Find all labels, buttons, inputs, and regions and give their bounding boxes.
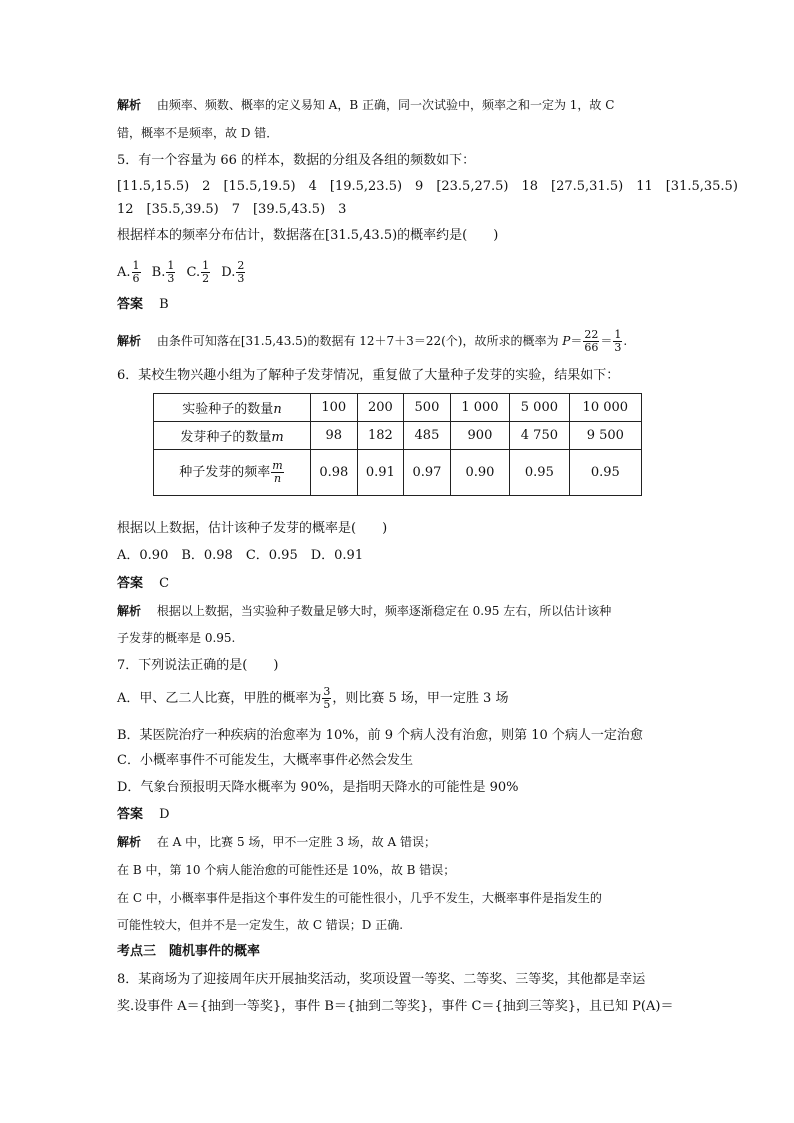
fraction: $\frac{1}{2}$ xyxy=(202,259,210,285)
q5-option-b: B. $\frac{1}{3}$ xyxy=(151,259,175,285)
answer-value: C xyxy=(159,576,170,591)
solution-label: 解析 xyxy=(117,334,142,348)
table-row xyxy=(154,394,642,422)
row-header-frequency: 种子发芽的频率 $\frac{m}{n}$ xyxy=(154,450,311,496)
q5-answer xyxy=(117,296,169,314)
q7-solution-line4: 可能性较大，但并不是一定发生，故 C 错误；D 正确. xyxy=(117,918,404,932)
q6-options: A．0.90 B．0.98 C．0.95 D．0.91 xyxy=(117,548,364,563)
q6-stem: 6．某校生物兴趣小组为了解种子发芽情况，重复做了大量种子发芽的实验，结果如下： xyxy=(117,368,620,383)
q7-solution-line2: 在 B 中，第 10 个病人能治愈的可能性还是 10%，故 B 错误； xyxy=(117,863,456,877)
q5-option-a: A. $\frac{1}{6}$ xyxy=(117,259,140,285)
table-cell: 900 xyxy=(450,422,509,450)
q4-solution-line1 xyxy=(117,96,614,114)
q5-option-d: D. $\frac{2}{3}$ xyxy=(221,259,245,285)
q6-solution-line1 xyxy=(117,602,611,620)
q7-option-d: D．气象台预报明天降水概率为 90%，是指明天降水的可能性是 90% xyxy=(117,780,519,795)
table-row xyxy=(154,422,642,450)
q7-option-c: C．小概率事件不可能发生，大概率事件必然会发生 xyxy=(117,753,413,768)
answer-value: B xyxy=(159,297,169,312)
q7-solution-text: 在 A 中，比赛 5 场，甲不一定胜 3 场，故 A 错误； xyxy=(156,835,436,849)
table-cell: 485 xyxy=(404,422,451,450)
q5-data-line1: [11.5,15.5) 2 [15.5,19.5) 4 [19.5,23.5) 9 [23.5,27.5) 18 [27.5,31.5) 11 [31.5,35.5) xyxy=(117,179,738,194)
table-cell: 10 000 xyxy=(569,394,641,422)
q5-data-line2: 12 [35.5,39.5) 7 [39.5,43.5) 3 xyxy=(117,202,347,217)
q6-answer xyxy=(117,575,169,593)
q8-line1: 8．某商场为了迎接周年庆开展抽奖活动，奖项设置一等奖、二等奖、三等奖，其他都是幸运 xyxy=(117,972,646,987)
q6-ask: 根据以上数据，估计该种子发芽的概率是( ) xyxy=(117,521,388,536)
fraction: $\frac{2}{3}$ xyxy=(237,259,245,285)
table-cell: 1 000 xyxy=(450,394,509,422)
table-cell: 100 xyxy=(311,394,358,422)
fraction: $\frac{22}{66}$ xyxy=(584,328,599,354)
solution-label: 解析 xyxy=(117,835,142,849)
table-cell: 0.95 xyxy=(569,450,641,496)
fraction: $\frac{1}{3}$ xyxy=(167,259,175,285)
q5-options xyxy=(117,258,246,288)
fraction: $\frac{3}{5}$ xyxy=(323,685,331,711)
q7-option-a: A．甲、乙二人比赛，甲胜的概率为 $\frac{3}{5}$ ，则比赛 5 场，甲一定胜 3 场 xyxy=(117,685,509,711)
row-header-seed-count: 实验种子的数量n xyxy=(154,394,311,422)
solution-label: 解析 xyxy=(117,604,142,618)
q5-solution-text: 由条件可知落在[31.5,43.5)的数据有 12＋7＋3＝22(个)，故所求的概率为 xyxy=(156,334,559,348)
table-cell: 0.95 xyxy=(510,450,569,496)
table-cell: 0.98 xyxy=(311,450,358,496)
q6-solution-text: 根据以上数据，当实验种子数量足够大时，频率逐渐稳定在 0.95 左右，所以估计该种 xyxy=(156,604,612,618)
table-cell: 500 xyxy=(404,394,451,422)
table-cell: 0.91 xyxy=(357,450,404,496)
q5-solution: 解析 由条件可知落在[31.5,43.5)的数据有 12＋7＋3＝22(个)，故所求的概率为 P＝ $\frac{22}{66}$ ＝ $\frac{1}{3}$ . xyxy=(117,328,628,354)
q8-line2: 奖.设事件 A＝{抽到一等奖}，事件 B＝{抽到二等奖}，事件 C＝{抽到三等奖}，且已知 P(A)＝ xyxy=(117,999,674,1014)
answer-label: 答案 xyxy=(117,297,144,312)
q7-option-b: B．某医院治疗一种疾病的治愈率为 10%，前 9 个病人没有治愈，则第 10 个病人一定治愈 xyxy=(117,728,643,743)
table-cell: 5 000 xyxy=(510,394,569,422)
table-cell: 182 xyxy=(357,422,404,450)
table-row xyxy=(154,450,642,496)
table-cell: 9 500 xyxy=(569,422,641,450)
table-cell: 200 xyxy=(357,394,404,422)
q6-solution-line2: 子发芽的概率是 0.95. xyxy=(117,631,236,645)
q7-solution-line3: 在 C 中，小概率事件是指这个事件发生的可能性很小，几乎不发生，大概率事件是指发生的 xyxy=(117,891,602,905)
q7-answer xyxy=(117,806,170,824)
fraction: $\frac{m}{n}$ xyxy=(272,459,283,485)
table-cell: 98 xyxy=(311,422,358,450)
section-title: 考点三 随机事件的概率 xyxy=(117,944,261,959)
answer-label: 答案 xyxy=(117,807,144,822)
table-cell: 0.90 xyxy=(450,450,509,496)
table-cell: 0.97 xyxy=(404,450,451,496)
fraction: $\frac{1}{6}$ xyxy=(132,259,140,285)
variable-p: P xyxy=(562,334,571,348)
row-header-sprout-count: 发芽种子的数量m xyxy=(154,422,311,450)
q7-solution-line1 xyxy=(117,833,436,851)
fraction: $\frac{1}{3}$ xyxy=(614,328,622,354)
q4-solution-text-1: 由频率、频数、概率的定义易知 A，B 正确，同一次试验中，频率之和一定为 1，故 C xyxy=(156,98,615,112)
answer-value: D xyxy=(159,807,170,822)
q4-solution-line2: 错，概率不是频率，故 D 错． xyxy=(117,126,279,140)
q7-stem: 7．下列说法正确的是( ) xyxy=(117,658,279,673)
q5-option-c: C. $\frac{1}{2}$ xyxy=(186,259,210,285)
q5-stem: 5．有一个容量为 66 的样本，数据的分组及各组的频数如下： xyxy=(117,153,476,168)
table-cell: 4 750 xyxy=(510,422,569,450)
germination-table xyxy=(153,393,642,496)
answer-label: 答案 xyxy=(117,576,144,591)
q5-ask: 根据样本的频率分布估计，数据落在[31.5,43.5)的概率约是( ) xyxy=(117,228,499,243)
solution-label: 解析 xyxy=(117,98,142,112)
